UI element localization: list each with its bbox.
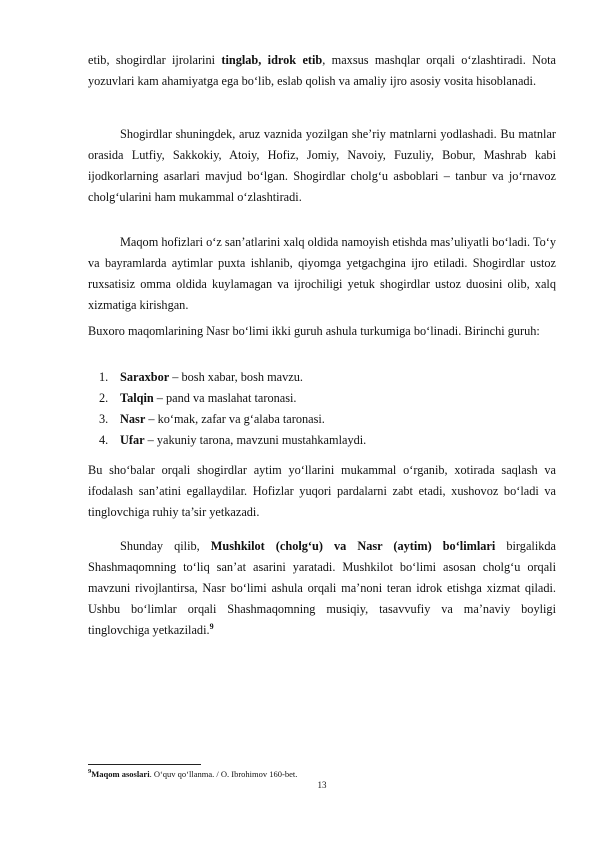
list-item: 1. Saraxbor – bosh xabar, bosh mavzu.: [99, 370, 303, 384]
footnote-reference[interactable]: 9: [209, 621, 214, 631]
footnote-number: 9: [88, 768, 92, 775]
paragraph-intro-start: etib, shogirdlar ijrolarini: [88, 53, 222, 67]
list-item: 3. Nasr – ko‘mak, zafar va g‘alaba taronasi.: [99, 412, 325, 426]
emphasis-mushkilot-nasr: Mushkilot (cholg‘u) va Nasr (aytim) bo‘limlari: [210, 539, 496, 553]
paragraph-maqom-hofizlari: Maqom hofizlari o‘z san’atlarini xalq oldida namoyish etishda mas’uliyatli bo‘ladi. To‘y va bayramlarda aytimlar puxta ishlanib, qiyomga yetgachgina ijro etiladi. Shogirdlar ustoz ruxsatisiz omma oldida kuylamagan va ijrochiligi yetuk shogirdlar ustoz duosini olib, xalq xizmatiga kirishgan.: [88, 235, 556, 312]
list-term: Saraxbor: [120, 370, 170, 384]
emphasis-tinglab: tinglab, idrok etib: [221, 53, 323, 67]
shoba-list: [88, 367, 556, 451]
list-item: 4. Ufar – yakuniy tarona, mavzuni mustahkamlaydi.: [99, 433, 367, 447]
footnote: [88, 766, 556, 780]
list-term: Ufar: [120, 433, 145, 447]
paragraph-intro-end: , maxsus mashqlar orqali o‘zlashtiradi. Nota yozuvlari kam ahamiyatga ega bo‘lib, eslab qolish va amaliy ijro asosiy vosita hisoblanadi.: [88, 53, 557, 88]
footnote-separator: [88, 764, 201, 765]
paragraph-conclusion: Shunday qilib, Mushkilot (cholg‘u) va Nasr (aytim) bo‘limlari birgalikda Shashmaqomning to‘liq san’at asarini yaratadi. Mushkilot bo‘limi asosan cholg‘u orqali mavzuni rivojlantirsa, Nasr bo‘limi ashula orqali ma’noni teran idrok etishga xizmat qiladi. Ushbu bo‘limlar orqali Shashmaqomning musiqiy, tasavvufiy va ma’naviy boyligi tinglovchiga yetkaziladi.$^9$: [88, 539, 556, 637]
paragraph-nasr-intro: Buxoro maqomlarining Nasr bo‘limi ikki guruh ashula turkumiga bo‘linadi. Birinchi guruh:: [88, 324, 540, 338]
paragraph-poetic-texts: Shogirdlar shuningdek, aruz vaznida yozilgan she’riy matnlarni yodlashadi. Bu matnlar orasida Lutfiy, Sakkokiy, Atoiy, Hofiz, Jomiy, Navoiy, Fuzuliy, Bobur, Mashrab kabi ijodkorlarning asarlari mavjud bo‘lgan. Shogirdlar cholg‘u asboblari – tanbur va jo‘rnavoz cholg‘ularini ham mukammal o‘zlashtiradi.: [88, 127, 556, 204]
list-item: 2. Talqin – pand va maslahat taronasi.: [99, 391, 297, 405]
paragraph-shobalar: Bu sho‘balar orqali shogirdlar aytim yo‘llarini mukammal o‘rganib, xotirada saqlash va ifodalash san’atini egallaydilar. Hofizlar yuqori pardalarni zabt etadi, xushovoz bo‘ladi va tinglovchiga ruhiy ta’sir yetkazadi.: [88, 463, 556, 519]
paragraph-intro: [88, 50, 556, 92]
footnote-title: Maqom asoslari: [91, 768, 150, 779]
list-term: Nasr: [120, 412, 146, 426]
document-page: [88, 0, 556, 842]
footnote-text: . O‘quv qo‘llanma. / O. Ibrohimov 160-bet.: [149, 768, 298, 779]
page-number: 13: [317, 780, 327, 790]
list-term: Talqin: [120, 391, 154, 405]
